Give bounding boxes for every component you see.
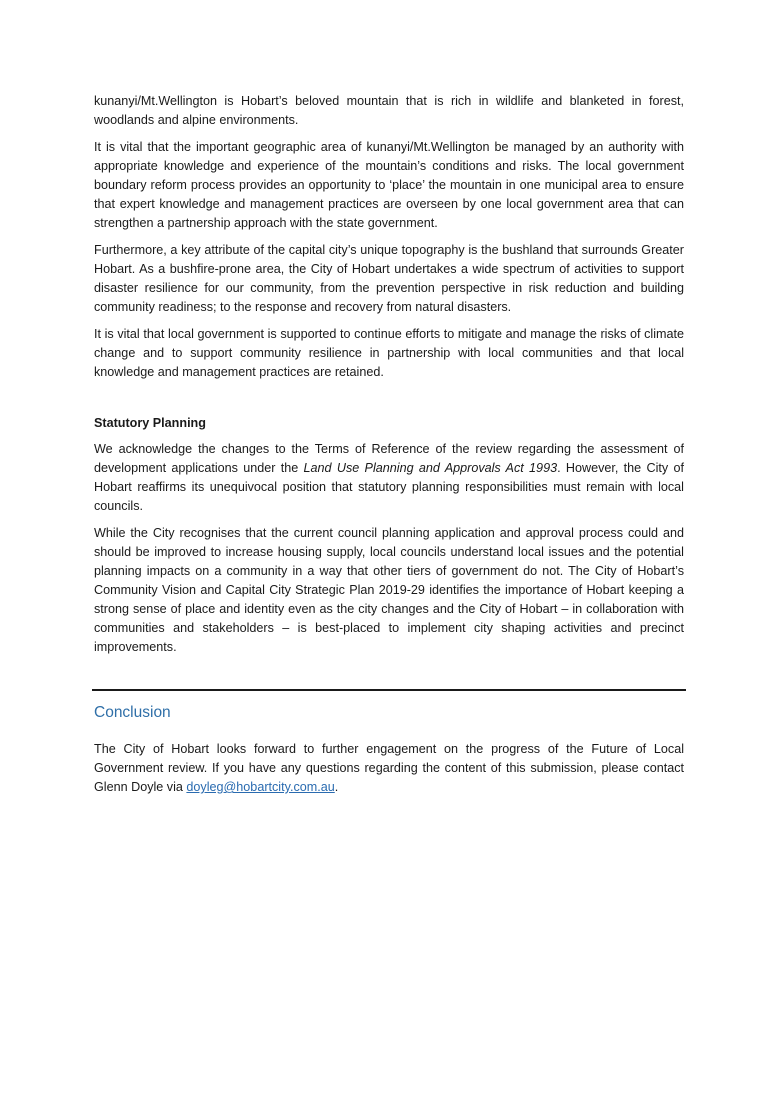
statutory-planning-p1-before: We acknowledge the changes to the Terms of Reference of the review regarding the assessment of development applications under the	[94, 442, 684, 475]
conclusion-text-end: .	[334, 780, 339, 794]
statutory-planning-heading: Statutory Planning	[94, 416, 206, 430]
section-divider	[92, 689, 686, 691]
intro-paragraph-4: It is vital that local government is supported to continue efforts to mitigate and manage the risks of climate change and to support community resilience in partnership with local communities and that local knowledge and management practices are retained.	[94, 327, 684, 379]
contact-email-link[interactable]: doyleg@hobartcity.com.au	[186, 780, 335, 794]
intro-paragraph-2: It is vital that the important geographic area of kunanyi/Mt.Wellington be managed by an authority with appropriate knowledge and experience of the mountain’s conditions and risks. The local government boundary reform process provides an opportunity to ‘place’ the mountain in one municipal area to ensure that expert knowledge and management practices are overseen by one local government area that can strengthen a partnership approach with the state government.	[94, 140, 684, 230]
act-title: Land Use Planning and Approvals Act 1993	[303, 461, 558, 475]
intro-paragraph-3: Furthermore, a key attribute of the capital city’s unique topography is the bushland that surrounds Greater Hobart. As a bushfire-prone area, the City of Hobart undertakes a wide spectrum of activities to support disaster resilience for our community, from the prevention perspective in risk reduction and building community readiness; to the response and recovery from natural disasters.	[94, 243, 684, 314]
section-spacer	[94, 390, 684, 414]
conclusion-text: The City of Hobart looks forward to further engagement on the progress of the Future of Local Government review. If you have any questions regarding the content of this submission, please contact Glenn Doyle via	[94, 742, 684, 794]
document-page	[94, 92, 684, 805]
conclusion-paragraph	[94, 740, 684, 797]
statutory-planning-p1-after: . However, the City of Hobart reaffirms its unequivocal position that statutory planning responsibilities must remain with local councils.	[94, 461, 684, 513]
statutory-planning-paragraph-2: While the City recognises that the current council planning application and approval process could and should be improved to increase housing supply, local councils understand local issues and the potential planning impacts on a community in a way that other tiers of government do not. The City of Hobart’s Community Vision and Capital City Strategic Plan 2019-29 identifies the importance of Hobart keeping a strong sense of place and identity even as the city changes and the City of Hobart – in collaboration with communities and stakeholders – is best-placed to implement city shaping activities and precinct improvements.	[94, 526, 684, 654]
conclusion-heading: Conclusion	[94, 704, 171, 721]
intro-paragraph-1: kunanyi/Mt.Wellington is Hobart’s beloved mountain that is rich in wildlife and blanketed in forest, woodlands and alpine environments.	[94, 94, 684, 127]
statutory-planning-paragraph-1	[94, 440, 684, 516]
